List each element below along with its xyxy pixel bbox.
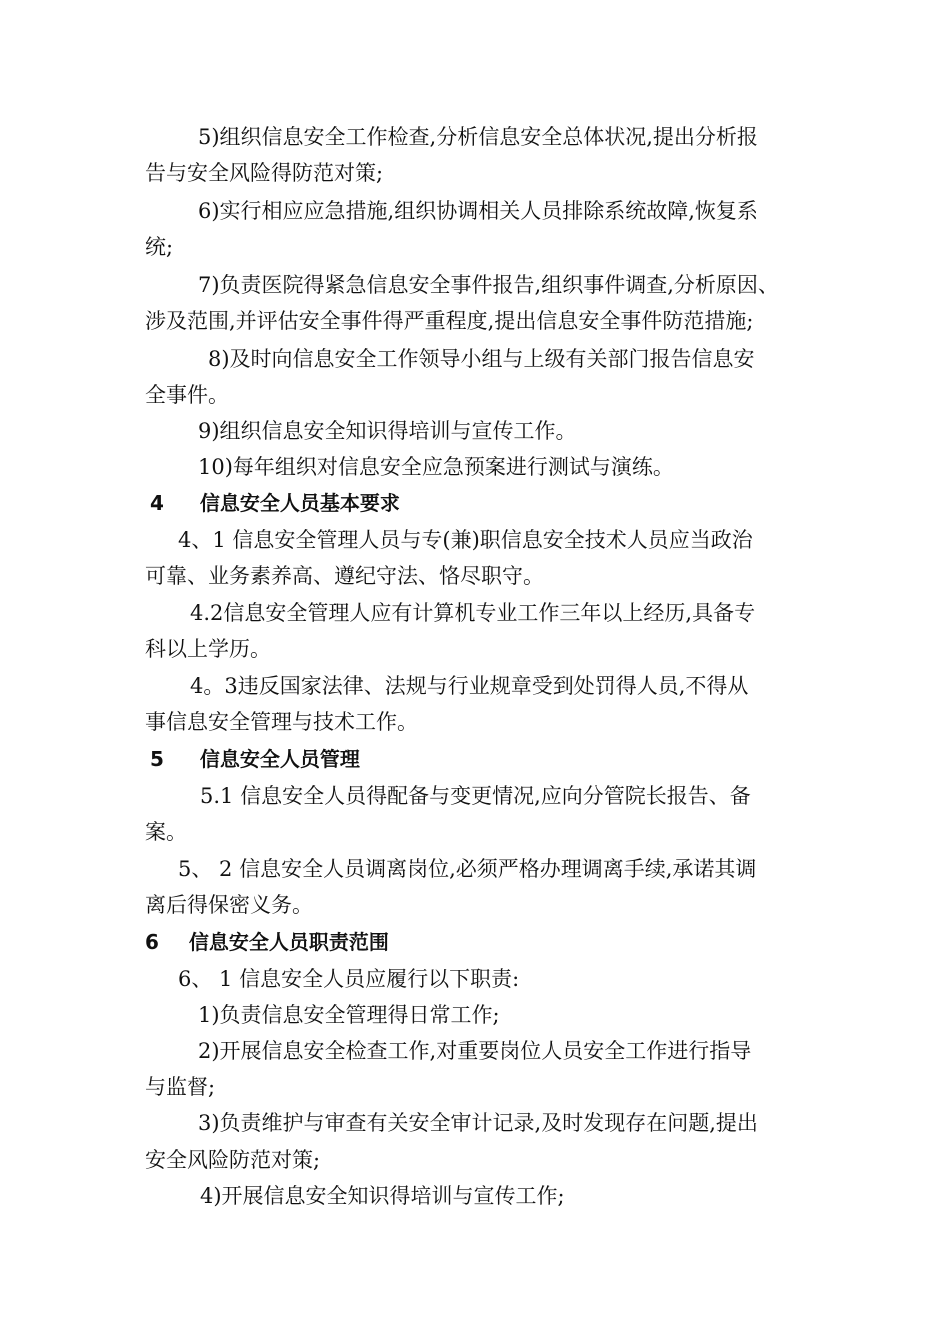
- sec6-item-3-line-1: 3)负责维护与审查有关安全审计记录,及时发现存在问题,提出: [198, 1111, 758, 1135]
- sec6-item-3-line-2: 安全风险防范对策;: [145, 1148, 321, 1172]
- section-5-number: 5: [150, 747, 164, 771]
- sec6-item-2-line-1: 2)开展信息安全检查工作,对重要岗位人员安全工作进行指导: [198, 1039, 752, 1063]
- sec4-p2-line-1: 4.2信息安全管理人应有计算机专业工作三年以上经历,具备专: [190, 601, 756, 625]
- item-5-line-2: 告与安全风险得防范对策;: [145, 161, 384, 185]
- sec4-p2-line-2: 科以上学历。: [145, 637, 271, 661]
- sec6-intro: 6、 1 信息安全人员应履行以下职责:: [178, 967, 520, 991]
- item-6-line-1: 6)实行相应应急措施,组织协调相关人员排除系统故障,恢复系: [198, 199, 758, 223]
- section-4-number: 4: [150, 491, 164, 515]
- sec6-item-4: 4)开展信息安全知识得培训与宣传工作;: [200, 1184, 565, 1208]
- sec4-p3-line-1: 4。3违反国家法律、法规与行业规章受到处罚得人员,不得从: [190, 674, 749, 698]
- item-9: 9)组织信息安全知识得培训与宣传工作。: [198, 419, 577, 443]
- sec4-p1-line-2: 可靠、业务素养高、遵纪守法、恪尽职守。: [145, 564, 544, 588]
- item-5-line-1: 5)组织信息安全工作检查,分析信息安全总体状况,提出分析报: [198, 125, 758, 149]
- item-10: 10)每年组织对信息安全应急预案进行测试与演练。: [198, 455, 674, 479]
- sec6-item-2-line-2: 与监督;: [145, 1075, 216, 1099]
- sec6-item-1: 1)负责信息安全管理得日常工作;: [198, 1003, 500, 1027]
- section-6-heading: [145, 927, 389, 957]
- section-4-title: 信息安全人员基本要求: [199, 491, 400, 515]
- sec4-p3-line-2: 事信息安全管理与技术工作。: [145, 710, 418, 734]
- sec5-p1-line-2: 案。: [145, 820, 187, 844]
- sec4-p1-line-1: 4、1 信息安全管理人员与专(兼)职信息安全技术人员应当政治: [178, 528, 753, 552]
- item-8-line-1: 8)及时向信息安全工作领导小组与上级有关部门报告信息安: [208, 347, 755, 371]
- section-6-number: 6: [145, 930, 159, 954]
- item-6-line-2: 统;: [145, 235, 174, 259]
- section-5-title: 信息安全人员管理: [199, 747, 360, 771]
- section-4-heading: [150, 488, 400, 518]
- sec5-p1-line-1: 5.1 信息安全人员得配备与变更情况,应向分管院长报告、备: [200, 784, 751, 808]
- sec5-p2-line-2: 离后得保密义务。: [145, 893, 313, 917]
- item-7-line-2: 涉及范围,并评估安全事件得严重程度,提出信息安全事件防范措施;: [145, 309, 754, 333]
- item-7-line-1: 7)负责医院得紧急信息安全事件报告,组织事件调查,分析原因、: [198, 273, 779, 297]
- sec5-p2-line-1: 5、 2 信息安全人员调离岗位,必须严格办理调离手续,承诺其调: [178, 857, 757, 881]
- section-5-heading: [150, 744, 360, 774]
- item-8-line-2: 全事件。: [145, 383, 229, 407]
- section-6-title: 信息安全人员职责范围: [188, 930, 389, 954]
